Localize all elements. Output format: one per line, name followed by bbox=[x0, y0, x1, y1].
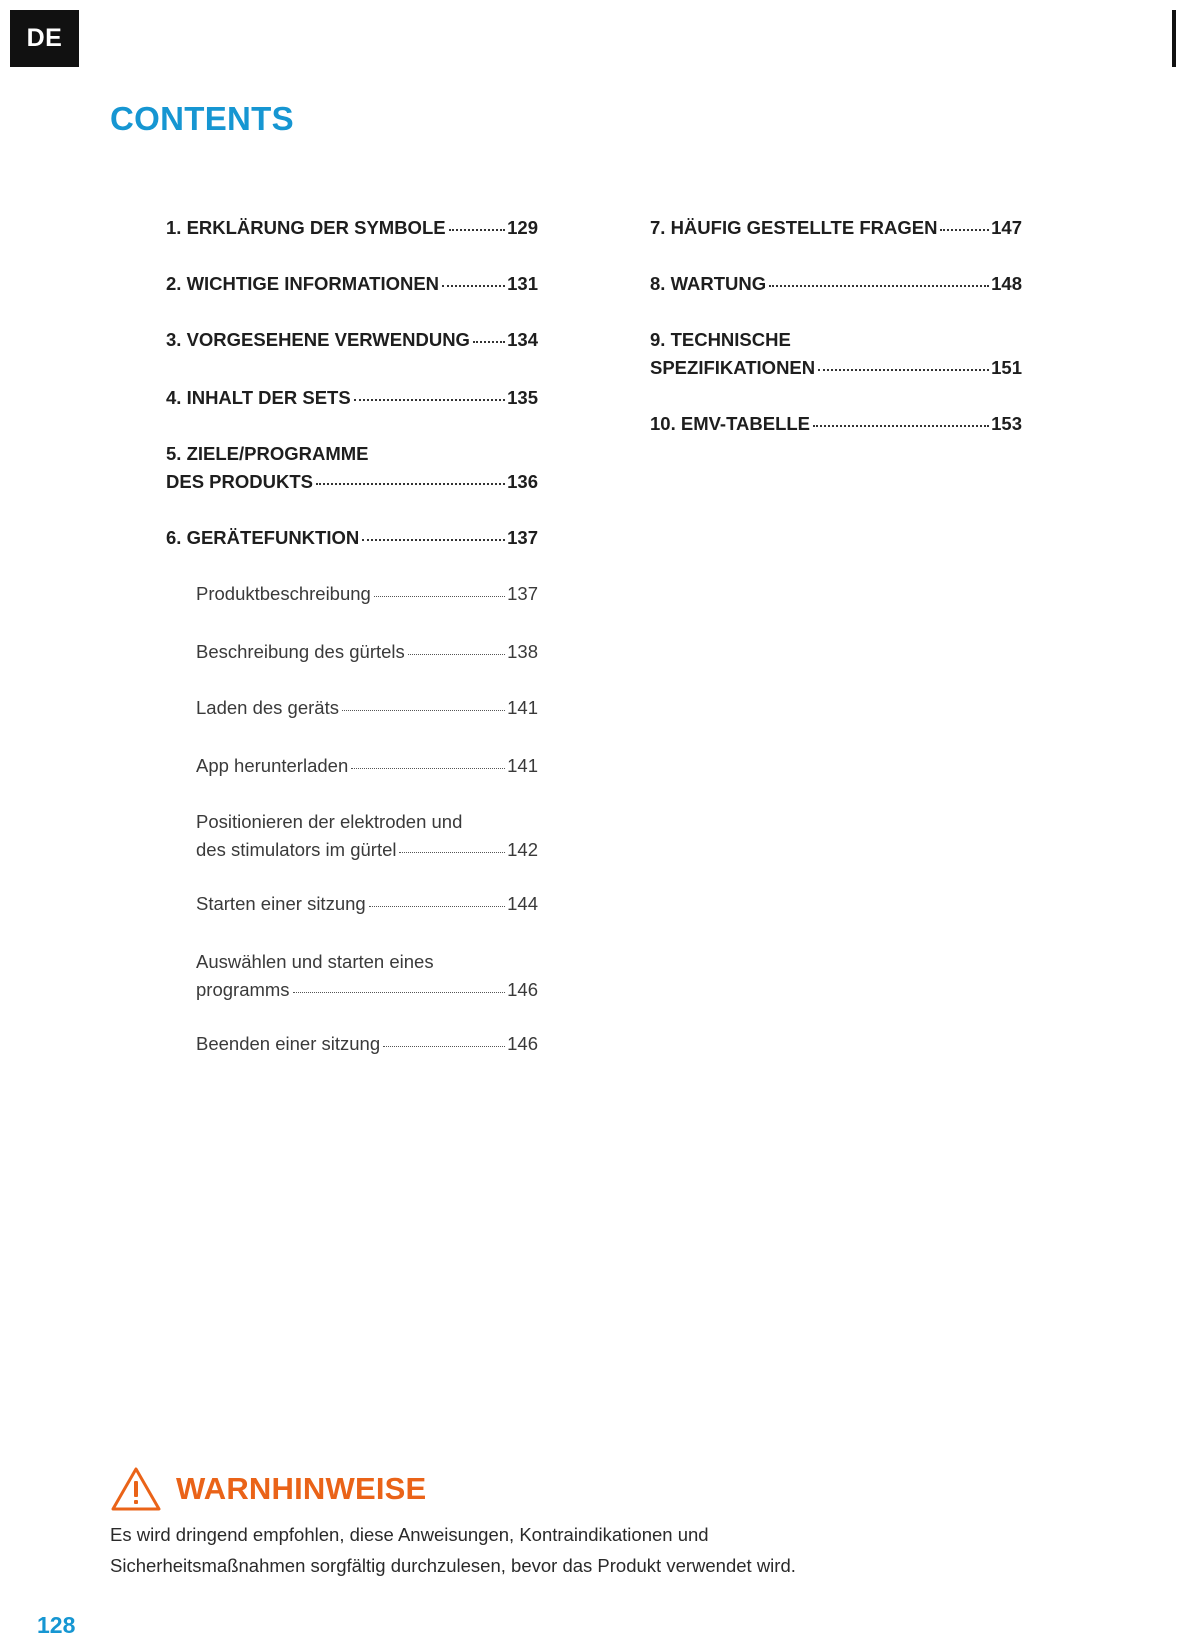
warning-header bbox=[110, 1463, 1010, 1515]
toc-entry-title: 7. HÄUFIG GESTELLTE FRAGEN bbox=[650, 217, 938, 238]
toc-entry-title: des stimulators im gürtel bbox=[196, 839, 397, 860]
toc-entry-row bbox=[196, 694, 538, 722]
dot-leader bbox=[374, 594, 505, 597]
toc-entry-title: Beschreibung des gürtels bbox=[196, 641, 405, 662]
toc-page-number: 144 bbox=[507, 893, 538, 914]
page-number: 128 bbox=[37, 1612, 76, 1638]
toc-page-number: 146 bbox=[507, 979, 538, 1000]
toc-entry[interactable] bbox=[166, 270, 538, 298]
toc-entry-title-line: Positionieren der elektroden und bbox=[196, 811, 463, 832]
toc-entry-title: 8. WARTUNG bbox=[650, 273, 767, 294]
toc-entry-title: 10. EMV-TABELLE bbox=[650, 413, 811, 434]
toc-subentry[interactable] bbox=[196, 580, 538, 608]
toc-entry-row bbox=[650, 214, 1022, 242]
page-title: CONTENTS bbox=[110, 100, 294, 137]
toc-page-number: 135 bbox=[507, 387, 538, 408]
toc-entry-title: Laden des geräts bbox=[196, 697, 339, 718]
toc-subentry[interactable] bbox=[196, 1030, 538, 1058]
toc-entry[interactable] bbox=[166, 384, 538, 412]
toc-entry-title: 2. WICHTIGE INFORMATIONEN bbox=[166, 273, 440, 294]
toc-subentry[interactable] bbox=[196, 752, 538, 780]
dot-leader bbox=[351, 766, 505, 769]
toc-entry-title: 4. INHALT DER SETS bbox=[166, 387, 351, 408]
dot-leader bbox=[818, 367, 989, 371]
toc-entry[interactable] bbox=[166, 440, 538, 496]
dot-leader bbox=[383, 1044, 505, 1047]
toc-page-number: 151 bbox=[991, 357, 1022, 378]
toc-entry-title: DES PRODUKTS bbox=[166, 471, 313, 492]
dot-leader bbox=[362, 537, 505, 541]
toc-page-number: 141 bbox=[507, 755, 538, 776]
warning-title: WARNHINWEISE bbox=[176, 1471, 427, 1506]
toc-entry-row bbox=[196, 638, 538, 666]
dot-leader bbox=[813, 423, 989, 427]
toc-entry-title: 6. GERÄTEFUNKTION bbox=[166, 527, 360, 548]
toc-entry-title: Produktbeschreibung bbox=[196, 583, 371, 604]
toc-entry-title: 1. ERKLÄRUNG DER SYMBOLE bbox=[166, 217, 446, 238]
toc-entry-row bbox=[196, 580, 538, 608]
toc-entry-row bbox=[196, 752, 538, 780]
warning-section bbox=[110, 1463, 1010, 1581]
warning-text: Es wird dringend empfohlen, diese Anweisungen, Kontraindikationen und Sicherheitsmaßnahmen sorgfältig durchzulesen, bevor das Produkt verwendet wird. bbox=[110, 1524, 796, 1576]
toc-entry-title: App herunterladen bbox=[196, 755, 349, 776]
toc-entry-row bbox=[166, 384, 538, 412]
toc-entry-title-line: Auswählen und starten eines bbox=[196, 951, 434, 972]
corner-rule bbox=[1172, 10, 1176, 67]
dot-leader bbox=[342, 708, 505, 711]
toc-entry-row bbox=[166, 468, 538, 496]
toc-page-number: 138 bbox=[507, 641, 538, 662]
dot-leader bbox=[293, 990, 506, 993]
toc-page-number: 141 bbox=[507, 697, 538, 718]
toc-page-number: 129 bbox=[507, 217, 538, 238]
toc-entry-title: Starten einer sitzung bbox=[196, 893, 366, 914]
toc-page-number: 131 bbox=[507, 273, 538, 294]
toc-page-number: 147 bbox=[991, 217, 1022, 238]
dot-leader bbox=[316, 481, 505, 485]
toc-entry[interactable] bbox=[166, 524, 538, 552]
dot-leader bbox=[473, 339, 505, 343]
dot-leader bbox=[769, 283, 989, 287]
toc-entry[interactable] bbox=[650, 326, 1022, 382]
toc-entry-title: programms bbox=[196, 979, 290, 1000]
dot-leader bbox=[449, 227, 506, 231]
warning-triangle-icon bbox=[110, 1465, 162, 1513]
toc-subentry[interactable] bbox=[196, 808, 538, 864]
toc-subentry[interactable] bbox=[196, 638, 538, 666]
toc-subentry[interactable] bbox=[196, 890, 538, 918]
toc-entry-row bbox=[196, 836, 538, 864]
toc-page-number: 142 bbox=[507, 839, 538, 860]
toc-entry-title-line: 5. ZIELE/PROGRAMME bbox=[166, 443, 369, 464]
toc-entry-row bbox=[650, 410, 1022, 438]
toc-entry-row bbox=[166, 214, 538, 242]
toc-entry-row bbox=[650, 354, 1022, 382]
toc-entry-title: 3. VORGESEHENE VERWENDUNG bbox=[166, 329, 470, 350]
dot-leader bbox=[369, 904, 505, 907]
toc-entry-title-line: 9. TECHNISCHE bbox=[650, 329, 791, 350]
toc-entry-row bbox=[196, 976, 538, 1004]
toc-page-number: 146 bbox=[507, 1033, 538, 1054]
dot-leader bbox=[354, 397, 505, 401]
toc-entry-row bbox=[196, 890, 538, 918]
toc-page-number: 153 bbox=[991, 413, 1022, 434]
toc-subentry[interactable] bbox=[196, 694, 538, 722]
toc-page-number: 137 bbox=[507, 583, 538, 604]
toc-entry[interactable] bbox=[650, 270, 1022, 298]
toc-entry-row bbox=[650, 270, 1022, 298]
toc-entry-title: Beenden einer sitzung bbox=[196, 1033, 381, 1054]
toc-page-number: 136 bbox=[507, 471, 538, 492]
dot-leader bbox=[399, 850, 505, 853]
toc-entry[interactable] bbox=[650, 214, 1022, 242]
language-tab: DE bbox=[10, 10, 79, 67]
toc-entry[interactable] bbox=[166, 214, 538, 242]
toc-page-number: 148 bbox=[991, 273, 1022, 294]
toc-entry-row bbox=[196, 1030, 538, 1058]
toc-entry-title: SPEZIFIKATIONEN bbox=[650, 357, 816, 378]
toc-entry-row bbox=[166, 524, 538, 552]
toc-subentry[interactable] bbox=[196, 948, 538, 1004]
toc-entry[interactable] bbox=[650, 410, 1022, 438]
toc-page-number: 137 bbox=[507, 527, 538, 548]
toc-entry[interactable] bbox=[166, 326, 538, 354]
toc-entry-row bbox=[166, 270, 538, 298]
toc-page-number: 134 bbox=[507, 329, 538, 350]
dot-leader bbox=[940, 227, 989, 231]
toc-entry-row bbox=[166, 326, 538, 354]
dot-leader bbox=[442, 283, 505, 287]
dot-leader bbox=[408, 652, 505, 655]
